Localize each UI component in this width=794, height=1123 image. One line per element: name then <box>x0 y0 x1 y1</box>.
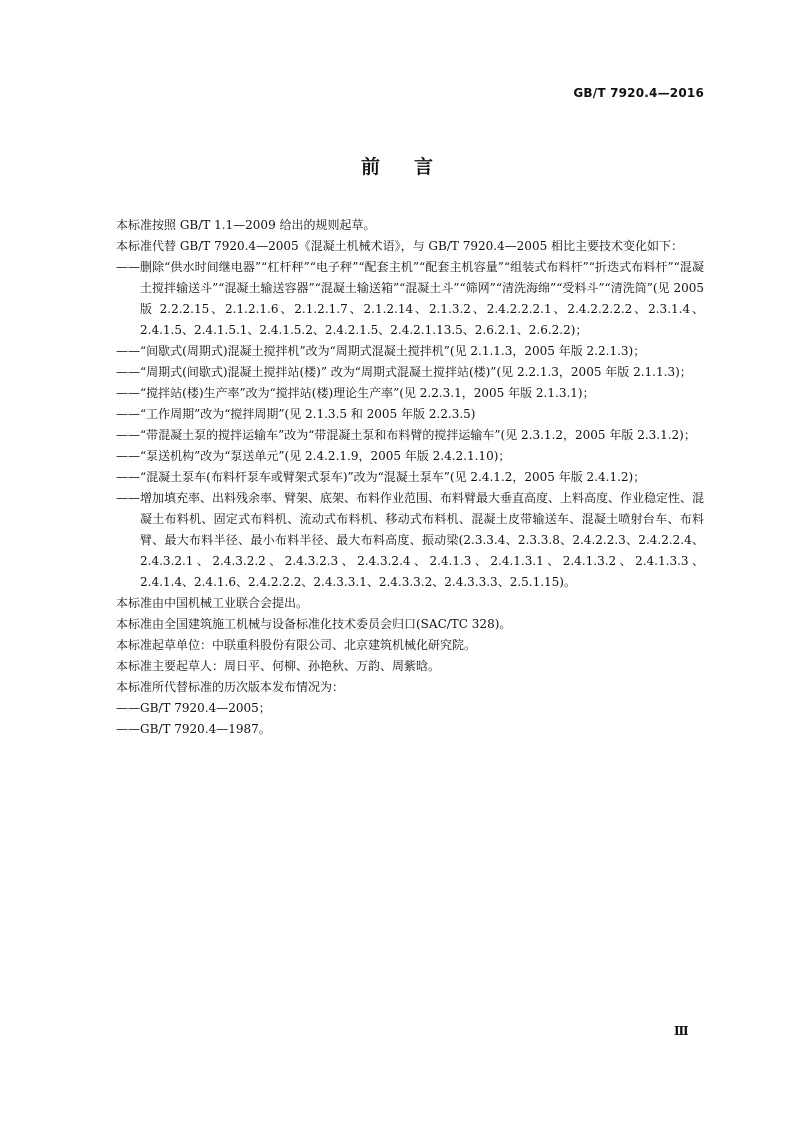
dash-marker: —— <box>116 491 140 505</box>
change-item <box>92 467 704 488</box>
change-item <box>92 341 704 362</box>
change-text: 删除“供水时间继电器”“杠杆秤”“电子秤”“配套主机”“配套主机容量”“组装式布料杆”“折迭式布料杆”“混凝土搅拌输送斗”“混凝土输送容器”“混凝土输送箱”“混凝土斗”“筛网”“清洗海绵”“受料斗”“清洗筒”(见 2005 版 2.2.2.15、2.1.2.1.6、2.1.2.1.7、2.1.2.14、2.1.3.2、2.4.2.2.2.1、2.4.2.2.2.2、2.3.1.4、2.4.1.5、2.4.1.5.1、2.4.1.5.2、2.4.2.1.5、2.4.2.1.13.5、2.6.2.1、2.6.2.2)； <box>140 260 704 337</box>
change-text: “混凝土泵车(布料杆泵车或臂架式泵车)”改为“混凝土泵车”(见 2.4.1.2，2005 年版 2.4.1.2)； <box>140 470 646 484</box>
paragraph-replacement: 本标准代替 GB/T 7920.4—2005《混凝土机械术语》，与 GB/T 7920.4—2005 相比主要技术变化如下： <box>116 239 684 253</box>
dash-marker: —— <box>116 701 140 715</box>
history-text: GB/T 7920.4—1987。 <box>140 722 271 736</box>
change-item <box>92 425 704 446</box>
change-text: “间歇式(周期式)混凝土搅拌机”改为“周期式混凝土搅拌机”(见 2.1.1.3，2005 年版 2.2.1.3)； <box>140 344 646 358</box>
change-text: “搅拌站(楼)生产率”改为“搅拌站(楼)理论生产率”(见 2.2.3.1，2005 年版 2.1.3.1)； <box>140 386 595 400</box>
history-item <box>92 719 704 740</box>
change-item <box>92 257 704 341</box>
dash-marker: —— <box>116 386 140 400</box>
paragraph-drafting-rules: 本标准按照 GB/T 1.1—2009 给出的规则起草。 <box>116 218 376 232</box>
history-list <box>92 698 704 740</box>
change-text: 增加填充率、出料残余率、臂架、底架、布料作业范围、布料臂最大垂直高度、上料高度、作业稳定性、混凝土布料机、固定式布料机、流动式布料机、移动式布料机、混凝土皮带输送车、混凝土喷射台车、布料臂、最大布料半径、最小布料半径、最大布料高度、振动梁(2.3.3.4、2.3.3.8、2.4.2.2.3、2.4.2.2.4、2.4.3.2.1、2.4.3.2.2、2.4.3.2.3、2.4.3.2.4、2.4.1.3、2.4.1.3.1、2.4.1.3.2、2.4.1.3.3、2.4.1.4、2.4.1.6、2.4.2.2.2、2.4.3.3.1、2.4.3.3.2、2.4.3.3.3、2.5.1.15)。 <box>140 491 705 589</box>
paragraph-history-intro: 本标准所代替标准的历次版本发布情况为： <box>116 680 345 694</box>
dash-marker: —— <box>116 722 140 736</box>
dash-marker: —— <box>116 260 140 274</box>
change-item <box>92 446 704 467</box>
change-text: “工作周期”改为“搅拌周期”(见 2.1.3.5 和 2005 年版 2.2.3.5) <box>140 407 476 421</box>
dash-marker: —— <box>116 470 140 484</box>
dash-marker: —— <box>116 344 140 358</box>
changes-list <box>92 257 704 593</box>
history-item <box>92 698 704 719</box>
page-title: 前言 <box>360 156 467 178</box>
change-item <box>92 404 704 425</box>
dash-marker: —— <box>116 428 140 442</box>
standard-code: GB/T 7920.4—2016 <box>573 86 704 100</box>
change-item <box>92 362 704 383</box>
paragraph-drafting-units: 本标准起草单位：中联重科股份有限公司、北京建筑机械化研究院。 <box>116 638 477 652</box>
dash-marker: —— <box>116 365 140 379</box>
paragraph-proposer: 本标准由中国机械工业联合会提出。 <box>116 596 309 610</box>
history-text: GB/T 7920.4—2005； <box>140 701 271 715</box>
foreword-body <box>92 215 704 740</box>
change-text: “泵送机构”改为“泵送单元”(见 2.4.2.1.9，2005 年版 2.4.2.1.10)； <box>140 449 511 463</box>
dash-marker: —— <box>116 407 140 421</box>
change-text: “周期式(间歇式)混凝土搅拌站(楼)” 改为“周期式混凝土搅拌站(楼)”(见 2.2.1.3，2005 年版 2.1.1.3)； <box>140 365 692 379</box>
dash-marker: —— <box>116 449 140 463</box>
change-item <box>92 383 704 404</box>
change-text: “带混凝土泵的搅拌运输车”改为“带混凝土泵和布料臂的搅拌运输车”(见 2.3.1.2，2005 年版 2.3.1.2)； <box>140 428 696 442</box>
page-number: Ⅲ <box>674 1024 689 1038</box>
paragraph-drafters: 本标准主要起草人：周日平、何柳、孙艳秋、万韵、周紫晗。 <box>116 659 441 673</box>
paragraph-committee: 本标准由全国建筑施工机械与设备标准化技术委员会归口(SAC/TC 328)。 <box>116 617 512 631</box>
change-item <box>92 488 704 593</box>
